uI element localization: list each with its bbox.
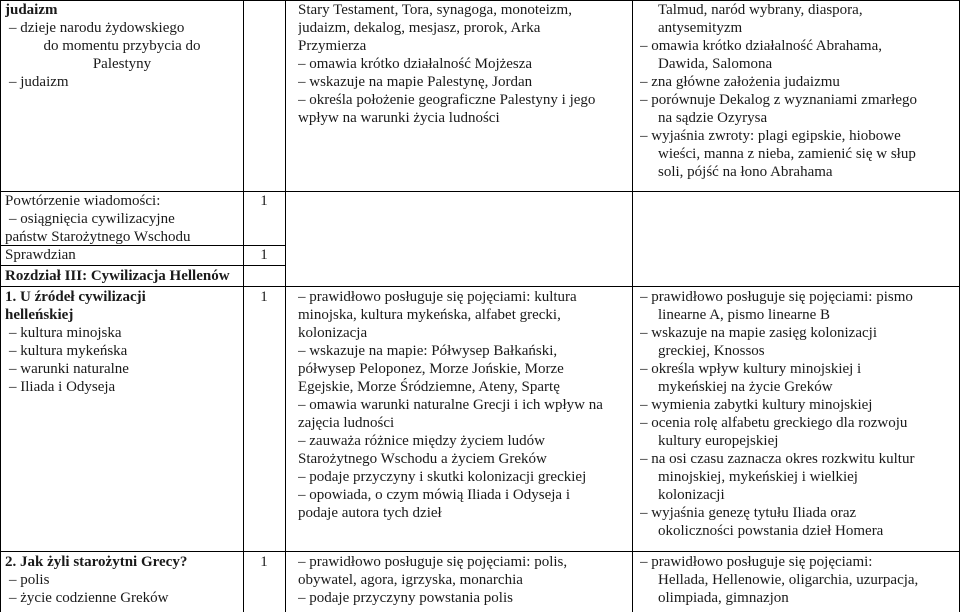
requirement-line: podaje autora tych dzieł [298,505,442,521]
requirement-line: Dawida, Salomona [658,56,773,72]
topic-line: judaizm [5,2,58,18]
requirement-line: – podaje przyczyny powstania polis [298,590,513,606]
topic-line: – osiągnięcia cywilizacyjne [9,211,175,227]
requirement-line: minojska, kultura mykeńska, alfabet grecki, [298,307,561,323]
requirement-line: greckiej, Knossos [658,343,765,359]
requirement-line: Hellada, Hellenowie, oligarchia, uzurpacja, [658,572,919,588]
requirement-line: – omawia warunki naturalne Grecji i ich wpływ na [298,397,603,413]
row-judaizm-basic-requirements [298,1,630,127]
requirement-line: – ocenia rolę alfabetu greckiego dla rozwoju [640,415,908,431]
row-sources-hours: 1 [260,289,268,305]
chapter-heading [5,267,285,285]
row-greeks-life-extended-requirements [640,553,958,607]
requirement-line: – wyjaśnia genezę tytułu Iliada oraz [640,505,857,521]
requirement-line: – wymienia zabytki kultury minojskiej [640,397,873,413]
requirement-line: wpływ na warunki życia ludności [298,110,500,126]
requirement-line: Starożytnego Wschodu a życiem Greków [298,451,547,467]
row-greeks-life-basic-requirements [298,553,630,607]
row-sources-topic [5,288,239,396]
requirement-line: – opowiada, o czym mówią Iliada i Odyseja i [298,487,571,503]
requirement-line: – zna główne założenia judaizmu [640,74,840,90]
topic-line: państw Starożytnego Wschodu [5,229,191,245]
requirement-line: – zauważa różnice między życiem ludów [298,433,545,449]
requirement-line: Talmud, naród wybrany, diaspora, [658,2,863,18]
requirement-line: linearne A, pismo linearne B [658,307,831,323]
topic-line: – Iliada i Odyseja [9,379,116,395]
topic-line: – życie codzienne Greków [9,590,169,606]
topic-line: 2. Jak żyli starożytni Grecy? [5,554,188,570]
topic-line: 1. U źródeł cywilizacji [5,289,146,305]
topic-line: Sprawdzian [5,247,76,263]
requirement-line: – prawidłowo posługuje się pojęciami: polis, [298,554,568,570]
requirement-line: kolonizacji [658,487,725,503]
requirement-line: wieści, manna z nieba, zamienić się w słup [658,146,916,162]
topic-line: – judaizm [9,74,69,90]
topic-line: Palestyny [92,56,152,72]
topic-line: – kultura minojska [9,325,122,341]
row-revision-topic [5,192,239,246]
requirement-line: obywatel, agora, igrzyska, monarchia [298,572,523,588]
row-test-hours: 1 [260,247,268,263]
requirement-line: soli, pójść na łono Abrahama [658,164,833,180]
requirement-line: na sądzie Ozyrysa [658,110,768,126]
requirement-line: mykeńskiej na życie Greków [658,379,833,395]
requirement-line: judaizm, dekalog, mesjasz, prorok, Arka [298,20,541,36]
row-greeks-life-topic [5,553,239,607]
requirement-line: antysemityzm [658,20,743,36]
requirement-line: – wskazuje na mapie zasięg kolonizacji [640,325,877,341]
requirement-line: kultury europejskiej [658,433,779,449]
requirement-line: Stary Testament, Tora, synagoga, monoteizm, [298,2,572,18]
topic-line: – polis [9,572,50,588]
requirement-line: – omawia krótko działalność Mojżesza [298,56,533,72]
requirement-line: zajęcia ludności [298,415,395,431]
requirement-line: Przymierza [298,38,367,54]
requirement-line: – prawidłowo posługuje się pojęciami: pismo [640,289,913,305]
requirement-line: – podaje przyczyny i skutki kolonizacji greckiej [298,469,587,485]
requirement-line: kolonizacja [298,325,368,341]
row-sources-basic-requirements [298,288,630,522]
row-test-topic [5,246,239,264]
topic-line: do momentu przybycia do [43,38,201,54]
requirement-line: Egejskie, Morze Śródziemne, Ateny, Spartę [298,379,560,395]
requirement-line: – wskazuje na mapie: Półwysep Bałkański, [298,343,558,359]
topic-line: – warunki naturalne [9,361,129,377]
requirement-line: – określa wpływ kultury minojskiej i [640,361,862,377]
requirement-line: minojskiej, mykeńskiej i wielkiej [658,469,858,485]
requirement-line: – prawidłowo posługuje się pojęciami: [640,554,873,570]
requirement-line: – omawia krótko działalność Abrahama, [640,38,883,54]
row-judaizm-extended-requirements [640,1,958,181]
requirement-line: okoliczności powstania dzieł Homera [658,523,884,539]
row-greeks-life-hours: 1 [260,554,268,570]
topic-line: Rozdział III: Cywilizacja Hellenów [5,268,230,284]
row-sources-extended-requirements [640,288,958,540]
requirement-line: – na osi czasu zaznacza okres rozkwitu kultur [640,451,915,467]
requirement-line: – wyjaśnia zwroty: plagi egipskie, hiobowe [640,128,901,144]
requirement-line: – określa położenie geograficzne Palestyny i jego [298,92,596,108]
topic-line: helleńskiej [5,307,74,323]
row-judaizm-topic [5,1,239,91]
requirement-line: olimpiada, gimnazjon [658,590,789,606]
requirement-line: – prawidłowo posługuje się pojęciami: kultura [298,289,577,305]
topic-line: – kultura mykeńska [9,343,128,359]
requirement-line: półwysep Peloponez, Morze Jońskie, Morze [298,361,564,377]
row-revision-hours: 1 [260,193,268,209]
requirement-line: – porównuje Dekalog z wyznaniami zmarłego [640,92,917,108]
requirement-line: – wskazuje na mapie Palestynę, Jordan [298,74,533,90]
topic-line: Powtórzenie wiadomości: [5,193,161,209]
topic-line: – dzieje narodu żydowskiego [9,20,185,36]
